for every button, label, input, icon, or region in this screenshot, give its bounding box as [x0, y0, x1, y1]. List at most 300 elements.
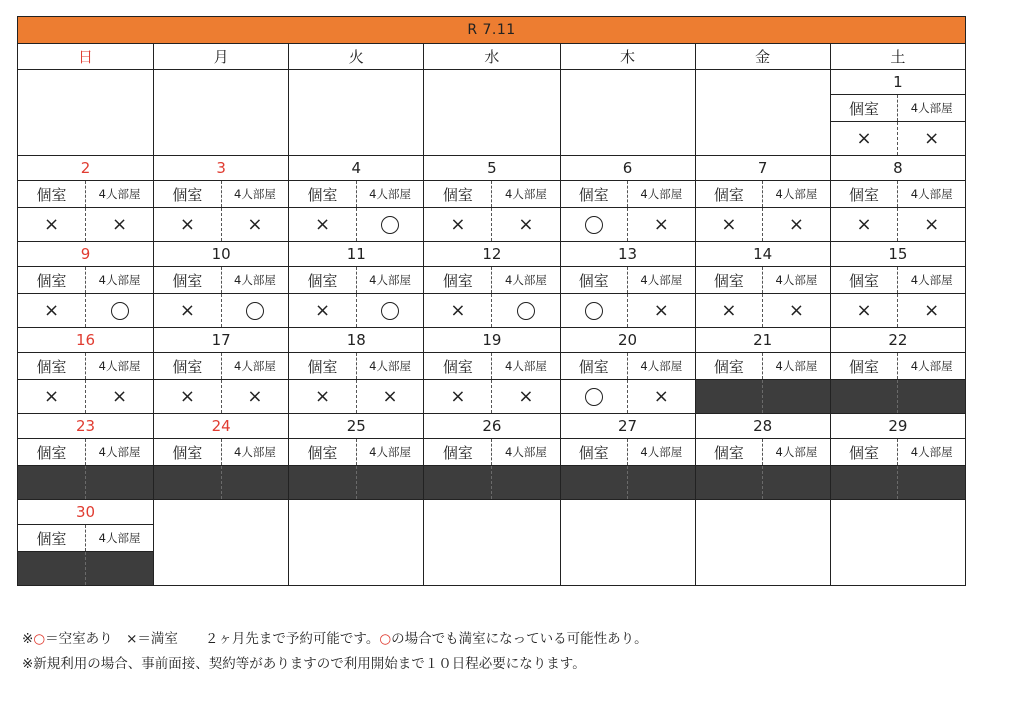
- day-number: 10: [154, 242, 288, 267]
- day-cell: [830, 242, 965, 328]
- note-circle-symbol-2: ○: [379, 631, 392, 647]
- availability-row: [154, 208, 288, 241]
- availability-row: [289, 294, 423, 327]
- empty-day-cell: [154, 500, 289, 586]
- shared-room-label: 4人部屋: [356, 267, 424, 293]
- weekday-sun: 日: [18, 44, 154, 70]
- weekday-mon: 月: [154, 44, 289, 70]
- shared-room-full-icon: ×: [518, 385, 534, 407]
- day-cell: [154, 414, 289, 500]
- shared-room-full-icon: ×: [112, 385, 128, 407]
- week-row: [18, 156, 966, 242]
- day-number: 28: [696, 414, 830, 439]
- private-room-status: [831, 380, 898, 413]
- room-type-row: [561, 439, 695, 466]
- private-room-status: [561, 466, 628, 499]
- private-room-label: 個室: [172, 271, 203, 290]
- private-room-full-icon: ×: [450, 213, 466, 235]
- availability-row: [696, 208, 830, 241]
- private-room-label: 個室: [578, 443, 609, 462]
- shared-room-full-icon: ×: [112, 213, 128, 235]
- day-number: 15: [831, 242, 965, 267]
- private-room-label: 個室: [36, 529, 67, 548]
- shared-room-status: [627, 208, 695, 241]
- shared-room-label: 4人部屋: [221, 181, 289, 207]
- week-row: [18, 500, 966, 586]
- shared-room-status: [356, 294, 424, 327]
- shared-room-label: 4人部屋: [85, 525, 153, 551]
- week-row: [18, 414, 966, 500]
- private-room-status: [696, 380, 763, 413]
- shared-room-full-icon: ×: [653, 385, 669, 407]
- empty-day-cell: [830, 500, 965, 586]
- room-type-row: [154, 353, 288, 380]
- private-room-full-icon: ×: [721, 299, 737, 321]
- shared-room-status: [221, 466, 289, 499]
- day-cell: [424, 328, 560, 414]
- day-cell: [154, 328, 289, 414]
- day-number: 3: [154, 156, 288, 181]
- day-cell: [289, 414, 424, 500]
- private-room-label: 個室: [36, 271, 67, 290]
- shared-room-label: 4人部屋: [762, 353, 830, 379]
- day-cell: [18, 328, 154, 414]
- shared-room-full-icon: ×: [653, 299, 669, 321]
- availability-row: [561, 380, 695, 413]
- availability-row: [696, 294, 830, 327]
- private-room-full-icon: ×: [856, 127, 872, 149]
- private-room-available-icon: [585, 302, 603, 320]
- availability-row: [18, 294, 153, 327]
- shared-room-label: 4人部屋: [491, 353, 559, 379]
- shared-room-label: 4人部屋: [762, 267, 830, 293]
- shared-room-status: [491, 208, 559, 241]
- private-room-label: 個室: [307, 357, 338, 376]
- room-type-row: [289, 181, 423, 208]
- empty-day-cell: [560, 70, 695, 156]
- private-room-status: [289, 294, 356, 327]
- room-type-row: [424, 267, 559, 294]
- private-room-label: 個室: [578, 357, 609, 376]
- day-cell: [560, 414, 695, 500]
- private-room-label: 個室: [442, 185, 473, 204]
- private-room-status: [831, 208, 898, 241]
- day-number: 27: [561, 414, 695, 439]
- private-room-label: 個室: [442, 271, 473, 290]
- availability-row: [154, 294, 288, 327]
- calendar-table: [17, 16, 966, 586]
- day-number: 20: [561, 328, 695, 353]
- room-type-row: [18, 525, 153, 552]
- shared-room-label: 4人部屋: [627, 353, 695, 379]
- shared-room-status: [356, 380, 424, 413]
- shared-room-status: [627, 380, 695, 413]
- shared-room-full-icon: ×: [788, 299, 805, 321]
- private-room-status: [696, 466, 763, 499]
- private-room-status: [831, 466, 898, 499]
- availability-row: [424, 208, 559, 241]
- private-room-status: [154, 208, 221, 241]
- weekday-tue: 火: [289, 44, 424, 70]
- private-room-label: 個室: [442, 357, 473, 376]
- private-room-full-icon: ×: [314, 213, 331, 235]
- availability-row: [289, 380, 423, 413]
- day-number: 14: [696, 242, 830, 267]
- shared-room-full-icon: ×: [518, 213, 534, 235]
- shared-room-full-icon: ×: [788, 213, 805, 235]
- day-number: 30: [18, 500, 153, 525]
- shared-room-label: 4人部屋: [356, 181, 424, 207]
- shared-room-status: [762, 294, 830, 327]
- availability-row: [561, 294, 695, 327]
- room-type-row: [696, 267, 830, 294]
- private-room-status: [289, 208, 356, 241]
- note-line-1: [22, 627, 648, 652]
- day-cell: [560, 328, 695, 414]
- availability-row: [424, 294, 559, 327]
- availability-row: [424, 380, 559, 413]
- day-cell: [830, 156, 965, 242]
- availability-row: [289, 208, 423, 241]
- empty-day-cell: [18, 70, 154, 156]
- shared-room-available-icon: [246, 302, 264, 320]
- shared-room-status: [85, 552, 153, 585]
- availability-row: [831, 122, 965, 155]
- private-room-full-icon: ×: [314, 299, 331, 321]
- note-circle-symbol: ○: [33, 631, 46, 647]
- room-type-row: [289, 439, 423, 466]
- shared-room-label: 4人部屋: [627, 439, 695, 465]
- day-number: 11: [289, 242, 423, 267]
- shared-room-available-icon: [381, 216, 399, 234]
- private-room-status: [289, 466, 356, 499]
- private-room-label: 個室: [36, 357, 67, 376]
- shared-room-label: 4人部屋: [627, 181, 695, 207]
- shared-room-label: 4人部屋: [356, 353, 424, 379]
- room-type-row: [424, 181, 559, 208]
- private-room-status: [154, 294, 221, 327]
- shared-room-status: [491, 380, 559, 413]
- private-room-full-icon: ×: [856, 299, 872, 321]
- empty-day-cell: [289, 500, 424, 586]
- private-room-status: [561, 208, 628, 241]
- private-room-label: 個室: [713, 185, 744, 204]
- shared-room-label: 4人部屋: [356, 439, 424, 465]
- room-type-row: [154, 181, 288, 208]
- shared-room-status: [85, 208, 153, 241]
- day-number: 17: [154, 328, 288, 353]
- day-cell: [154, 156, 289, 242]
- room-type-row: [18, 353, 153, 380]
- shared-room-label: 4人部屋: [897, 267, 965, 293]
- shared-room-full-icon: ×: [653, 213, 669, 235]
- private-room-full-icon: ×: [450, 299, 466, 321]
- private-room-label: 個室: [849, 443, 880, 462]
- room-type-row: [424, 439, 559, 466]
- notes: [22, 627, 648, 677]
- private-room-label: 個室: [578, 185, 609, 204]
- availability-row: [18, 466, 153, 499]
- private-room-label: 個室: [442, 443, 473, 462]
- private-room-label: 個室: [713, 443, 744, 462]
- day-number: 21: [696, 328, 830, 353]
- day-cell: [289, 242, 424, 328]
- private-room-status: [424, 294, 491, 327]
- weekday-thu: 木: [560, 44, 695, 70]
- day-cell: [18, 156, 154, 242]
- shared-room-full-icon: ×: [247, 385, 263, 407]
- day-number: 6: [561, 156, 695, 181]
- day-cell: [695, 328, 830, 414]
- room-type-row: [831, 267, 965, 294]
- private-room-status: [154, 466, 221, 499]
- shared-room-label: 4人部屋: [85, 353, 153, 379]
- empty-day-cell: [289, 70, 424, 156]
- day-number: 24: [154, 414, 288, 439]
- private-room-label: 個室: [713, 357, 744, 376]
- day-cell: [424, 156, 560, 242]
- day-cell: [560, 156, 695, 242]
- private-room-status: [18, 294, 85, 327]
- availability-row: [18, 208, 153, 241]
- shared-room-label: 4人部屋: [85, 439, 153, 465]
- weekday-header-row: [18, 44, 966, 70]
- day-cell: [424, 242, 560, 328]
- room-type-row: [831, 95, 965, 122]
- private-room-status: [424, 380, 491, 413]
- calendar-title: R 7.11: [18, 17, 966, 44]
- private-room-label: 個室: [172, 185, 203, 204]
- room-type-row: [561, 353, 695, 380]
- note-prefix: ※: [22, 631, 34, 647]
- private-room-label: 個室: [172, 443, 203, 462]
- shared-room-status: [897, 122, 965, 155]
- private-room-label: 個室: [307, 443, 338, 462]
- empty-day-cell: [424, 70, 560, 156]
- private-room-status: [831, 122, 898, 155]
- private-room-label: 個室: [849, 99, 880, 118]
- shared-room-status: [627, 466, 695, 499]
- day-number: 29: [831, 414, 965, 439]
- room-type-row: [831, 439, 965, 466]
- availability-row: [424, 466, 559, 499]
- day-cell: [830, 70, 965, 156]
- shared-room-status: [762, 380, 830, 413]
- private-room-full-icon: ×: [856, 213, 872, 235]
- availability-row: [18, 380, 153, 413]
- shared-room-available-icon: [381, 302, 399, 320]
- availability-row: [831, 380, 965, 413]
- shared-room-available-icon: [517, 302, 535, 320]
- week-row: [18, 70, 966, 156]
- private-room-label: 個室: [36, 185, 67, 204]
- shared-room-label: 4人部屋: [897, 439, 965, 465]
- room-type-row: [696, 181, 830, 208]
- shared-room-status: [897, 294, 965, 327]
- shared-room-label: 4人部屋: [897, 95, 965, 121]
- private-room-status: [18, 380, 85, 413]
- room-type-row: [831, 181, 965, 208]
- day-cell: [560, 242, 695, 328]
- shared-room-available-icon: [111, 302, 129, 320]
- availability-row: [154, 380, 288, 413]
- day-number: 16: [18, 328, 153, 353]
- private-room-status: [696, 208, 763, 241]
- weekday-fri: 金: [695, 44, 830, 70]
- empty-day-cell: [154, 70, 289, 156]
- day-number: 23: [18, 414, 153, 439]
- availability-row: [561, 208, 695, 241]
- shared-room-status: [491, 294, 559, 327]
- shared-room-label: 4人部屋: [762, 181, 830, 207]
- shared-room-status: [762, 466, 830, 499]
- private-room-status: [18, 208, 85, 241]
- week-row: [18, 242, 966, 328]
- day-number: 8: [831, 156, 965, 181]
- day-cell: [289, 328, 424, 414]
- private-room-full-icon: ×: [179, 213, 195, 235]
- day-number: 18: [289, 328, 423, 353]
- empty-day-cell: [560, 500, 695, 586]
- private-room-label: 個室: [307, 185, 338, 204]
- shared-room-status: [221, 208, 289, 241]
- shared-room-status: [897, 208, 965, 241]
- private-room-label: 個室: [172, 357, 203, 376]
- empty-day-cell: [695, 500, 830, 586]
- day-cell: [830, 414, 965, 500]
- private-room-label: 個室: [307, 271, 338, 290]
- day-number: 5: [424, 156, 559, 181]
- shared-room-status: [897, 380, 965, 413]
- empty-day-cell: [424, 500, 560, 586]
- private-room-full-icon: ×: [43, 299, 60, 321]
- private-room-available-icon: [585, 216, 603, 234]
- day-number: 2: [18, 156, 153, 181]
- day-cell: [154, 242, 289, 328]
- shared-room-status: [491, 466, 559, 499]
- shared-room-label: 4人部屋: [221, 439, 289, 465]
- shared-room-status: [221, 380, 289, 413]
- room-type-row: [154, 439, 288, 466]
- day-number: 19: [424, 328, 559, 353]
- week-row: [18, 328, 966, 414]
- availability-row: [831, 208, 965, 241]
- room-type-row: [289, 353, 423, 380]
- room-type-row: [18, 439, 153, 466]
- private-room-status: [289, 380, 356, 413]
- private-room-full-icon: ×: [43, 213, 60, 235]
- shared-room-status: [85, 466, 153, 499]
- private-room-label: 個室: [849, 357, 880, 376]
- shared-room-label: 4人部屋: [85, 181, 153, 207]
- room-type-row: [289, 267, 423, 294]
- note-line-2: ※新規利用の場合、事前面接、契約等がありますので利用開始まで１０日程必要になります。: [22, 656, 586, 672]
- day-number: 9: [18, 242, 153, 267]
- shared-room-status: [85, 380, 153, 413]
- room-type-row: [18, 181, 153, 208]
- private-room-full-icon: ×: [314, 385, 331, 407]
- private-room-status: [831, 294, 898, 327]
- day-number: 26: [424, 414, 559, 439]
- day-number: 12: [424, 242, 559, 267]
- private-room-full-icon: ×: [43, 385, 60, 407]
- private-room-label: 個室: [578, 271, 609, 290]
- private-room-full-icon: ×: [721, 213, 737, 235]
- day-cell: [424, 414, 560, 500]
- private-room-status: [154, 380, 221, 413]
- day-cell: [18, 414, 154, 500]
- weekday-wed: 水: [424, 44, 560, 70]
- day-cell: [18, 500, 154, 586]
- private-room-full-icon: ×: [179, 299, 195, 321]
- room-type-row: [696, 353, 830, 380]
- shared-room-label: 4人部屋: [762, 439, 830, 465]
- availability-row: [696, 380, 830, 413]
- room-type-row: [18, 267, 153, 294]
- day-number: 25: [289, 414, 423, 439]
- day-cell: [18, 242, 154, 328]
- shared-room-label: 4人部屋: [897, 353, 965, 379]
- private-room-label: 個室: [36, 443, 67, 462]
- availability-row: [154, 466, 288, 499]
- shared-room-label: 4人部屋: [491, 267, 559, 293]
- shared-room-label: 4人部屋: [627, 267, 695, 293]
- room-type-row: [561, 181, 695, 208]
- private-room-available-icon: [585, 388, 603, 406]
- day-number: 13: [561, 242, 695, 267]
- day-number: 7: [696, 156, 830, 181]
- private-room-status: [18, 552, 85, 585]
- shared-room-full-icon: ×: [924, 127, 940, 149]
- shared-room-status: [356, 466, 424, 499]
- private-room-full-icon: ×: [450, 385, 466, 407]
- private-room-label: 個室: [849, 271, 880, 290]
- private-room-status: [561, 380, 628, 413]
- shared-room-label: 4人部屋: [221, 353, 289, 379]
- shared-room-label: 4人部屋: [897, 181, 965, 207]
- shared-room-full-icon: ×: [382, 385, 398, 407]
- private-room-label: 個室: [713, 271, 744, 290]
- shared-room-label: 4人部屋: [85, 267, 153, 293]
- shared-room-full-icon: ×: [247, 213, 263, 235]
- shared-room-status: [85, 294, 153, 327]
- note-legend-text: ＝空室あり ×＝満室 ２ヶ月先まで予約可能です。: [45, 631, 380, 647]
- room-type-row: [831, 353, 965, 380]
- day-cell: [830, 328, 965, 414]
- note-warning-text: の場合でも満室になっている可能性あり。: [391, 631, 648, 647]
- shared-room-label: 4人部屋: [491, 181, 559, 207]
- availability-row: [831, 466, 965, 499]
- shared-room-full-icon: ×: [924, 299, 940, 321]
- availability-row: [696, 466, 830, 499]
- shared-room-status: [627, 294, 695, 327]
- private-room-status: [696, 294, 763, 327]
- day-cell: [695, 414, 830, 500]
- room-type-row: [696, 439, 830, 466]
- shared-room-status: [356, 208, 424, 241]
- day-cell: [695, 242, 830, 328]
- room-type-row: [424, 353, 559, 380]
- shared-room-status: [897, 466, 965, 499]
- private-room-status: [561, 294, 628, 327]
- shared-room-status: [221, 294, 289, 327]
- private-room-full-icon: ×: [179, 385, 195, 407]
- shared-room-label: 4人部屋: [491, 439, 559, 465]
- day-number: 1: [831, 70, 965, 95]
- shared-room-label: 4人部屋: [221, 267, 289, 293]
- shared-room-status: [762, 208, 830, 241]
- private-room-status: [424, 466, 491, 499]
